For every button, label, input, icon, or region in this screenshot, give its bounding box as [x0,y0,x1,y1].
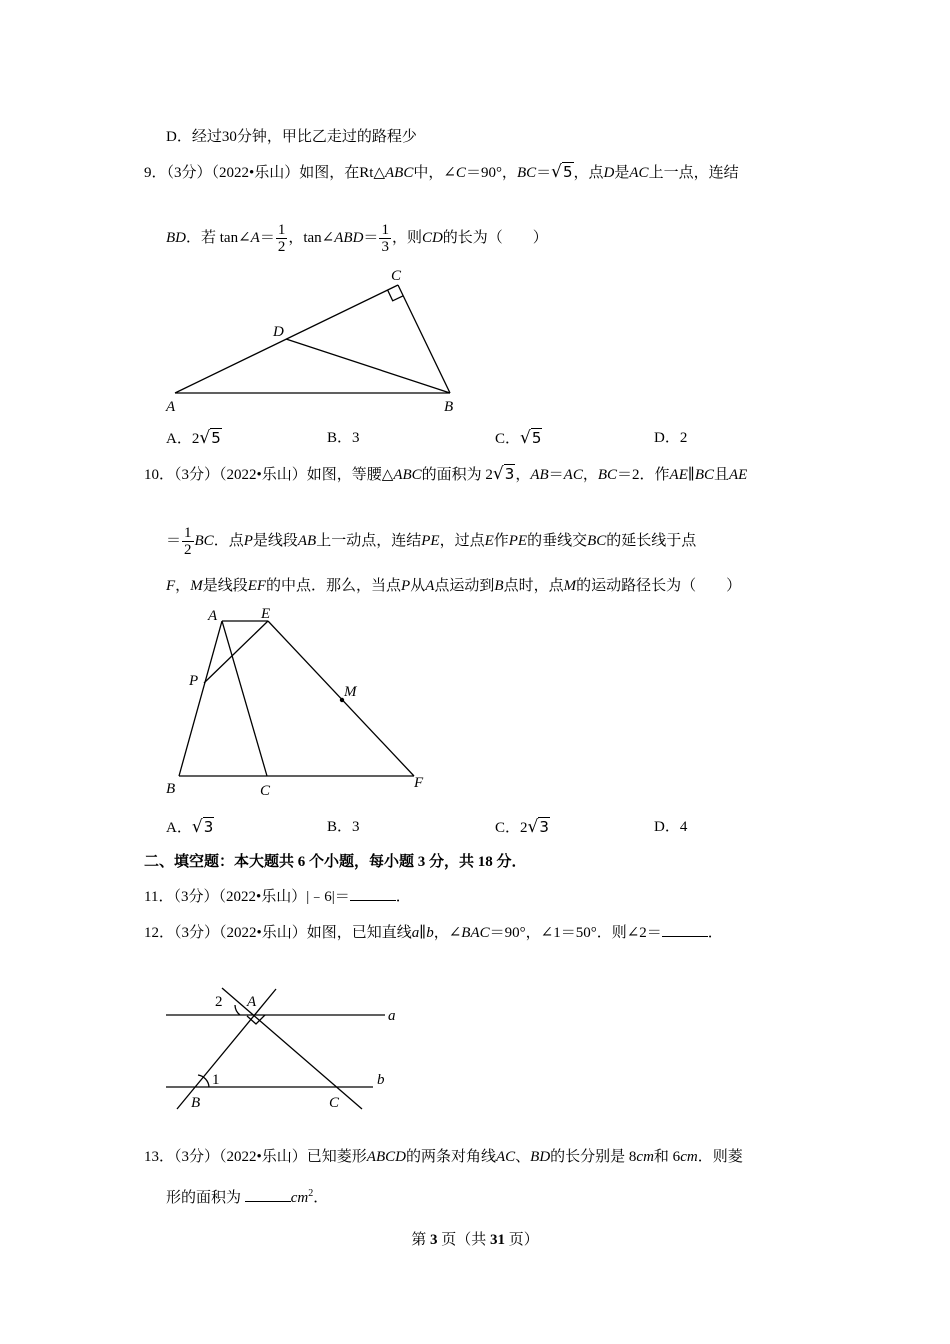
q10-l3e: 点时，点 [503,578,564,594]
q9-eq3: ＝ [363,229,379,246]
q9-shi: 是 [614,165,630,181]
q8-option-d: D．经过30分钟，甲比乙走过的路程少 [166,129,417,145]
q10-bc4: BC [587,532,607,549]
q10-ab2: AB [297,532,317,549]
q12-label-1: 1 [212,1072,220,1088]
q10-m2: M [563,578,577,594]
q9-segment-cb [398,285,450,393]
q10-option-b[interactable]: B．3 [327,819,360,835]
footer-page-number: 3 [429,1232,438,1248]
q9-label-c: C [391,268,402,284]
q12-label-c-point: C [329,1095,340,1111]
q9-option-d[interactable]: D．2 [654,430,688,446]
q13-line2-text: 形的面积为 [166,1190,242,1206]
q9-option-b[interactable]: B．3 [327,430,360,446]
q10-area: 的面积为 2 [421,467,493,483]
q9-segment-bd [286,339,450,393]
q12-text-b: ，∠ [433,925,462,941]
q13-number: 13． [144,1149,175,1165]
q10-line1 [144,464,747,485]
q10-label-m: M [344,684,357,700]
q12-label-a-point: A [247,994,257,1010]
q13-answer-blank[interactable] [245,1187,291,1202]
q9-a: A [250,229,260,246]
q13-text-c: 的长分别是 8 [550,1149,637,1165]
q9-label-b: B [444,399,454,415]
q9-eq: ＝ [536,165,552,181]
q12-text-a: （3分）（2022•乐山）如图，已知直线 [174,925,412,941]
q13-exp: 2 [308,1188,314,1199]
q10-l2b: 是线段 [252,532,298,549]
q10-bc: BC [597,467,618,483]
q9-bc: BC [516,165,537,181]
footer-b: 页（共 [441,1232,487,1248]
q9-line1 [144,162,739,183]
q9-d: D [603,165,615,181]
q9-cd: CD [421,229,443,246]
q10-eq2: ＝2．作 [617,467,670,483]
q10-comma1: ， [515,467,531,483]
q10-l2g: 的延长线于点 [606,532,697,549]
q9-frac1: $\frac{1}{2}$ [277,222,286,255]
q9-c: C [455,165,466,181]
q12-label-2: 2 [215,994,223,1010]
q10-line2 [166,525,696,558]
q12-line-ab [177,989,276,1109]
q10-b: B [494,578,504,594]
q10-pe: PE [421,532,440,549]
q10-l3c: 从 [410,578,426,594]
q12-par: ∥ [419,925,427,941]
q9-eq2: ＝ [259,229,275,246]
q10-l2f: 的垂线交 [527,532,588,549]
q10-label-b: B [166,781,176,797]
q11-answer-blank[interactable] [350,886,396,901]
q10-p2: P [401,578,411,594]
q9-comma-tan: ，tan∠ [288,229,335,246]
q10-l2c: 上一动点，连结 [316,532,422,549]
q12-label-line-b: b [377,1072,385,1088]
q10-figure [0,600,500,805]
q9-rest: 上一点，连结 [648,165,739,181]
q10-a: A [425,578,435,594]
q9-abd: ABD [334,229,364,246]
q9-zhong: 中，∠ [413,165,456,181]
q11 [144,886,411,907]
q12-end: ． [707,925,723,941]
q10-l3f: 的运动路径长为（ ） [576,578,742,594]
q10-m: M [190,578,203,594]
q10-label-f: F [414,775,424,791]
q10-comma2: ， [582,467,598,483]
q12-label-b-point: B [191,1095,201,1111]
q13-text-d: 和 6 [653,1149,681,1165]
q12-angle-2-arc [235,1005,240,1015]
q9-label-a: A [166,399,176,415]
q10-option-a[interactable]: A．√3 [166,817,214,837]
q13-cm2: cm [680,1149,698,1165]
q13-text-a: （3分）（2022•乐山）已知菱形 [174,1149,367,1165]
q12-bac: BAC [461,925,490,941]
q9-sqrt: √5 [551,162,573,182]
q12-line-ac [222,988,362,1109]
q13-unit: cm [290,1190,309,1206]
q10-label-a: A [208,608,218,624]
q13-sep: 、 [515,1149,531,1165]
q9-option-c[interactable]: C．√5 [495,428,542,448]
q10-l2a: ．点 [213,532,244,549]
q13-end: ． [313,1190,329,1206]
q10-meta: （3分）（2022•乐山）如图，等腰△ [174,467,394,483]
q10-label-e: E [261,606,271,622]
footer-c: 页） [508,1232,539,1248]
q9-frac2: $\frac{1}{3}$ [381,222,389,255]
q9-ac: AC [629,165,649,181]
q11-text: （3分）（2022•乐山）|﹣6|＝ [173,889,350,905]
q12-label-line-a: a [388,1008,396,1024]
q10-l3a: 是线段 [202,578,248,594]
q9-tail: 的长为（ ） [442,229,548,246]
q12-b: b [426,925,434,941]
q10-eq3: ＝ [166,532,182,549]
q10-par: ∥ [687,467,695,483]
q10-p: P [243,532,253,549]
q13-text-b: 的两条对角线 [405,1149,496,1165]
footer-a: 第 [411,1232,427,1248]
q13-bd: BD [530,1149,551,1165]
q10-frac: $\frac{1}{2}$ [184,525,192,558]
q9-rt: Rt△ [359,165,385,181]
q12-a: a [411,925,420,941]
q13-abcd: ABCD [366,1149,406,1165]
q10-l2e: 作 [493,532,509,549]
q10-qie: 且 [713,467,729,483]
q10-ae2: AE [729,467,748,483]
section-2-heading: 二、填空题：本大题共 6 个小题，每小题 3 分，共 18 分． [144,854,527,870]
q12 [144,922,723,943]
q9-option-a[interactable]: A．2√5 [166,428,221,448]
q9-bd: BD [166,229,186,246]
q13-line2 [166,1184,328,1208]
q12-number: 12． [144,925,175,941]
q10-segment-ab [179,621,222,776]
q10-abc: ABC [393,467,422,483]
q10-ef: EF [247,578,267,594]
q10-ae: AE [669,467,688,483]
q9-number: 9． [144,165,167,181]
q10-ac: AC [563,467,583,483]
q10-option-d[interactable]: D．4 [654,819,688,835]
q10-l3b: 的中点．那么，当点 [266,578,402,594]
footer-total-pages: 31 [490,1232,505,1248]
q9-eq90: ＝90°， [465,165,517,181]
q10-pe2: PE [508,532,528,549]
q12-answer-blank[interactable] [662,922,708,937]
q10-f: F [166,578,176,594]
q9-ruo: ．若 tan∠ [186,229,251,246]
q13-ac: AC [495,1149,516,1165]
q10-bc3: BC [194,532,214,549]
q11-end: ． [395,889,411,905]
page-footer [0,1230,950,1250]
q10-option-c[interactable]: C．2√3 [495,817,549,837]
q11-number: 11． [144,889,174,905]
q10-label-c: C [260,783,271,799]
q9-line2 [166,222,548,255]
q10-label-p: P [189,673,199,689]
q10-l2d: ，过点 [439,532,485,549]
q12-figure [0,975,500,1120]
q10-sqrt: √3 [492,464,515,484]
q13-text-e: ．则菱 [697,1149,743,1165]
q9-figure [0,260,500,420]
q10-number: 10． [144,467,175,483]
q10-l3d: 点运动到 [434,578,495,594]
q9-ze: ，则 [391,229,422,246]
q10-bc2: BC [694,467,714,483]
q9-label-d: D [273,324,284,340]
q10-comma3: ， [175,578,191,594]
q10-eq1: ＝ [548,467,564,483]
q10-line3 [166,576,741,596]
q13-cm1: cm [636,1149,654,1165]
q10-ab: AB [530,467,549,483]
q12-text-c: ＝90°，∠1＝50°．则∠2＝ [489,925,662,941]
q13-line1 [144,1147,743,1167]
q10-e: E [484,532,494,549]
q9-meta: （3分）（2022•乐山）如图，在 [166,165,360,181]
q9-abc: ABC [385,165,414,181]
q9-dian: ，点 [573,165,604,181]
